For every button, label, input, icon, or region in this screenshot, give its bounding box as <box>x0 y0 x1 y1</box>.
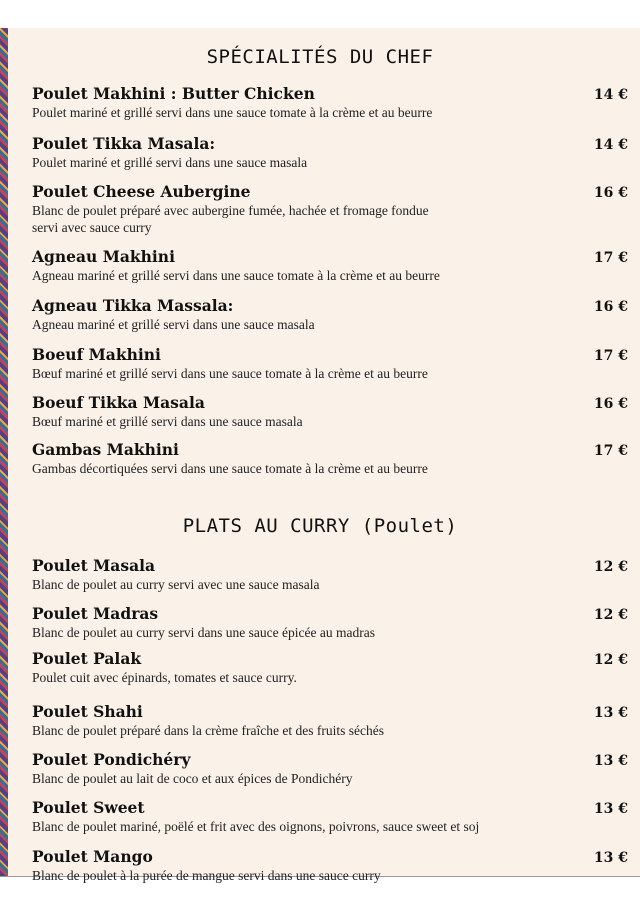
item-name: Gambas Makhini <box>32 440 179 459</box>
item-price: 14 € <box>593 87 628 103</box>
item-description: Poulet cuit avec épinards, tomates et sauce curry. <box>32 670 297 685</box>
item-price: 12 € <box>593 652 628 668</box>
item-name: Poulet Sweet <box>32 798 145 817</box>
item-price: 17 € <box>593 250 628 266</box>
item-name: Poulet Masala <box>32 556 156 575</box>
item-price: 14 € <box>593 137 628 153</box>
item-name: Poulet Pondichéry <box>32 750 191 769</box>
item-description: Blanc de poulet préparé dans la crème fraîche et des fruits séchés <box>32 723 384 738</box>
menu-item <box>32 394 628 430</box>
menu-item <box>32 135 628 171</box>
item-name: Poulet Tikka Masala: <box>32 134 216 153</box>
menu-item <box>32 703 628 739</box>
menu-item <box>32 605 628 641</box>
item-name: Poulet Cheese Aubergine <box>32 182 251 201</box>
item-name: Poulet Mango <box>32 847 153 866</box>
menu-page <box>0 28 640 883</box>
item-price: 17 € <box>593 348 628 364</box>
section-title-chef-specials: SPÉCIALITÉS DU CHEF <box>206 46 434 68</box>
menu-item <box>32 557 628 593</box>
item-name: Boeuf Tikka Masala <box>32 393 205 412</box>
item-description: Blanc de poulet au curry servi avec une sauce masala <box>32 577 320 592</box>
menu-item <box>32 297 628 333</box>
item-price: 16 € <box>593 299 628 315</box>
decorative-border <box>0 28 8 876</box>
item-name: Poulet Shahi <box>32 702 143 721</box>
item-description: Agneau mariné et grillé servi dans une sauce tomate à la crème et au beurre <box>32 268 440 283</box>
menu-item <box>32 441 628 477</box>
item-price: 12 € <box>593 559 628 575</box>
item-description: Bœuf mariné et grillé servi dans une sauce tomate à la crème et au beurre <box>32 366 428 381</box>
section-title-curry-chicken: PLATS AU CURRY (Poulet) <box>182 515 458 537</box>
menu-item <box>32 183 628 236</box>
item-description: Blanc de poulet mariné, poëlé et frit avec des oignons, poivrons, sauce sweet et soj <box>32 819 480 834</box>
item-description: Poulet mariné et grillé servi dans une sauce masala <box>32 155 308 170</box>
item-description: Blanc de poulet au curry servi dans une sauce épicée au madras <box>32 625 375 640</box>
item-price: 12 € <box>593 607 628 623</box>
item-description: Agneau mariné et grillé servi dans une sauce masala <box>32 317 315 332</box>
item-price: 13 € <box>593 753 628 769</box>
item-price: 16 € <box>593 185 628 201</box>
item-name: Poulet Palak <box>32 649 142 668</box>
item-description: Blanc de poulet à la purée de mangue servi dans une sauce curry <box>32 868 381 883</box>
menu-item <box>32 248 628 284</box>
menu-item <box>32 346 628 382</box>
menu-item <box>32 848 628 884</box>
menu-item <box>32 85 628 121</box>
item-description: Blanc de poulet préparé avec aubergine fumée, hachée et fromage fondue servi avec sauce curry <box>32 203 429 235</box>
menu-item <box>32 799 628 835</box>
item-description: Poulet mariné et grillé servi dans une sauce tomate à la crème et au beurre <box>32 105 433 120</box>
item-price: 13 € <box>593 801 628 817</box>
item-description: Gambas décortiquées servi dans une sauce tomate à la crème et au beurre <box>32 461 428 476</box>
item-name: Poulet Madras <box>32 604 159 623</box>
item-name: Agneau Makhini <box>32 247 175 266</box>
item-description: Blanc de poulet au lait de coco et aux épices de Pondichéry <box>32 771 353 786</box>
item-name: Boeuf Makhini <box>32 345 161 364</box>
menu-item <box>32 751 628 787</box>
item-description: Bœuf mariné et grillé servi dans une sauce masala <box>32 414 303 429</box>
item-price: 13 € <box>593 705 628 721</box>
menu-item <box>32 650 628 686</box>
item-price: 17 € <box>593 443 628 459</box>
item-name: Agneau Tikka Massala: <box>32 296 234 315</box>
item-price: 16 € <box>593 396 628 412</box>
item-name: Poulet Makhini : Butter Chicken <box>32 84 315 103</box>
item-price: 13 € <box>593 850 628 866</box>
